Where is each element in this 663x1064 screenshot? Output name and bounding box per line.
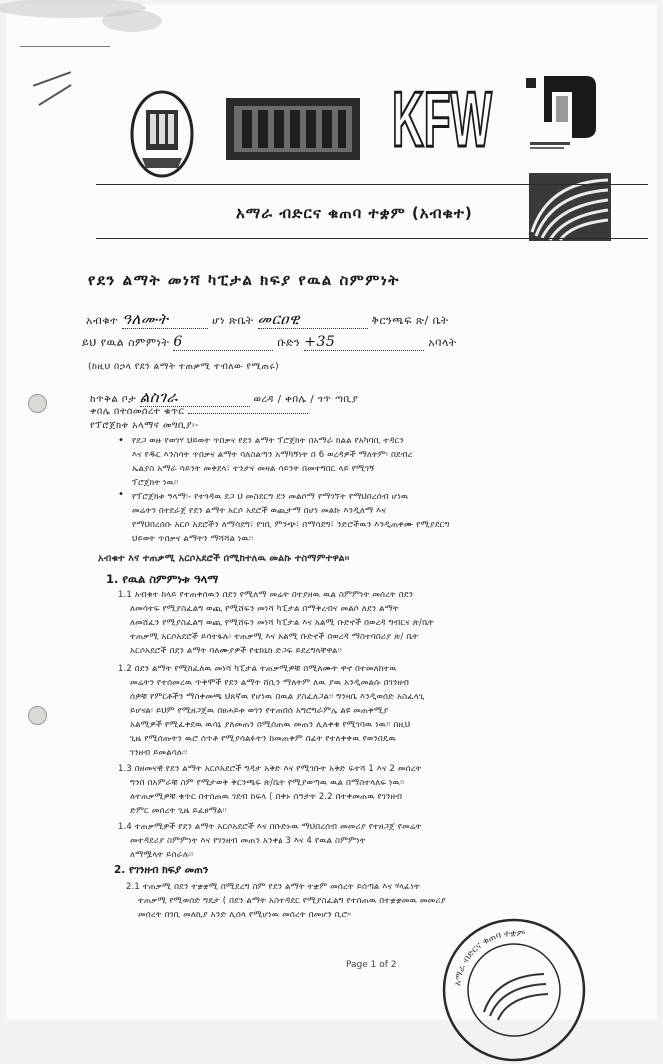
branch-name-value: ዓለሙት <box>122 310 169 328</box>
kfw-logo <box>390 74 494 163</box>
svg-text:KFW: KFW <box>392 75 493 163</box>
bullet: • <box>118 489 124 500</box>
body-line: መተዳደሪያ ስምምነት እና የገንዘብ መጠን አንቀፅ 3 እና 4 የዉል ስምምነት <box>130 835 366 845</box>
location-value: ልስገራ <box>139 388 178 406</box>
body-line: ጊዜ የሚሰጡትን ዉሮ ሰጥቶ የሚያሳልፉትን ከመጠቀም በፊት የተለቀቀዉ የወንበዴዉ <box>130 733 397 743</box>
body-line: የማህበረሰቡ አርሶ አደሮችን ለማሳደግ፣ የገቢ ምንጭ፣ በማሳደግ፣ ንድሮችዉን እንዲጠቀሙ የሚያደርግ <box>132 519 450 529</box>
body-line: መሰረት በገቢ መለኪያ አንድ ሊሰላ የሚሆነዉ መሰረት በመሆን ቢሮ። <box>138 909 352 919</box>
body-line: ተጠቃሚ የሚወሰድ ግዴታ ( በደን ልማት አስተዳደር የሚያስፈልግ የተሰጠዉ በተቋቋመዉ መመሪያ <box>138 895 446 905</box>
body-line: ገንዘብ ይመልሳሉ፡፡ <box>130 747 188 757</box>
body-line: ተጠቃሚ አርሶአደሮች ይሳተፋሉ፡ ተጠቃሚ እና አልሚ ቡድኖች በወረዳ ማስተባበሪያ ጽ/ ቤት <box>130 631 419 641</box>
emblem-icon <box>128 88 196 180</box>
body-line: ሰዎቹ የምርቶችን ማስቀመጫ ህጸኛዉ የሆነዉ በዉል ያስፈለጋል፡፡ ግንዛቤ እንዲወሰድ አስፈላጊ <box>130 691 425 701</box>
body-line: ግንበ በአምራቹ ስም የሚታወቅ ቅርንጫፍ ጽ/ቤት የሚያወጣዉ ዉል በማስተላለፍ ነዉ፡፡ <box>130 777 405 787</box>
organization-title: አማራ ብድርና ቁጠባ ተቋም (አብቁተ) <box>236 204 473 222</box>
district-value: መርዐዊ <box>257 310 300 328</box>
body-line: ለተጠቃሚዎቹ ቁጥር በተሰጠዉ ገደብ ከፍላ ( በቀኑ ሰዓታት 2.2 በተቀመጠዉ የገንዘብ <box>130 791 403 801</box>
body-line: ለመሳተፍ የሚያስፈልግ ወጪ የሚሸፍን መነሻ ካፒታል በማቅረብና መልሶ ለደን ልማት <box>130 603 399 613</box>
flag-icon <box>522 72 602 152</box>
bullet: • <box>118 435 124 446</box>
body-line: 2.1 ተጠቃሚ በደን ተቋቋሚ በሚደረግ ስም የደን ልማት ተቋም መሰረት ይሰጣል እና ሃላፊነት <box>126 881 420 891</box>
body-line: ይሆናል፡ ይህም የሚዘጋጀዉ በፀሐይቱ ወገን የተጠበሰ አግሮግራምሌ ልዩ መጠቀሚያ <box>130 705 389 715</box>
form-row-5: ቀበሌ በተሰመሰረተ ቁጥር <box>90 406 308 417</box>
body-line: 1.4 ተጠቃሚዎች የደን ልማት አርሶአደሮች እና በቡድኑዉ ማህበረሰብ መመሪያ የተዘጋጀ የመሬት <box>118 821 422 831</box>
punch-hole <box>28 706 47 725</box>
body-line: ለማሟላት ይሰራሉ፡፡ <box>130 849 194 859</box>
form-row-1: አብቁተ ዓለሙት ሆነ ጽቤት መርዐዊ ቅርንጫፍ ጽ/ ቤት <box>86 310 449 328</box>
body-line: አርሶአደሮች በደን ልማት ባለሙያዎች የቴክኒክ ድጋፍ ይደረግላቸዋል፡፡ <box>130 645 342 655</box>
body-line: 1.1 አብቁተ ከላይ የተጠቀሰዉን በደን የሚለማ መሬት በተያዘዉ ዉል ስምምነት መሰረት በደን <box>118 589 414 599</box>
body-line: እና የዱር እንስሳት ጥበቃና ልማት ባለስልጣን አማካኝነት በ 6 ወረዳዎች ማለትም፡ በደብረ <box>132 449 413 459</box>
body-line: መሬትን በተደራጀ የደን ልማት አርሶ አደሮች ወጪታማ በሆነ መልኩ እንዲለማ እና <box>132 505 386 515</box>
body-line: አልሚዎች የሚፈቀደዉ ዉሳኔ ያለመጠን በሚሰጠዉ መጠን ሊለቀቁ የሚገባዉ ነዉ፡፡ በዚህ <box>130 719 411 729</box>
form-row-6: የፕሮጀክቱ አላማና መግቢያ፡- <box>90 420 199 431</box>
building-icon <box>224 96 362 162</box>
body-line: ኤልያስ አማራ ሳይንት መቅደላ፣ ተንታና መዛል ሳይንት በመተግበር ላይ የሚገኝ <box>132 463 375 473</box>
body-line: 1.2 በደን ልማት የሚከፈለዉ መነሻ ካፒታል ተጠቃሚዎቹ በሚለሙት ዋኖ በተመለከተዉ <box>118 663 397 673</box>
body-line: የፕሮጀክቱ ዓላማ፡- የተጎዳዉ ደጋ ህ መስደርግ ደን መልሶማ የማገኘት የማህበረሰብ ሆነዉ <box>132 491 409 501</box>
section-heading-1: 1. የዉል ስምምነቱ ዓላማ <box>106 572 219 586</box>
body-line: የደጋ ወዙ የወገሃ ህይወት ጥበቃና የደን ልማት ፕሮጀክት በአማራ ክልል የአካባቢ ተዳርን <box>132 435 405 445</box>
group-number-value: 6 <box>173 334 183 350</box>
body-line: 1.3 በዘመናዊ የደን ልማት አርሶአደሮች ግዳታ አቅድ እና የሚገቡት አቅድ ፍተሻ 1 እና 2 መሰረት <box>118 763 422 773</box>
body-line: ድምር መሰረት ጊዜ ይፈፀማል፡፡ <box>130 805 227 815</box>
official-stamp-icon <box>440 916 588 1064</box>
body-line: ህይወት ጥበቃና ልማትን ማሻሻል ነዉ፡፡ <box>132 533 254 543</box>
body-line: ፕሮጀክት ነዉ፡፡ <box>132 477 179 487</box>
wave-icon <box>528 172 612 242</box>
member-count-value: +35 <box>304 334 336 350</box>
document-title: የደን ልማት መነሻ ካፒታል ክፍያ የዉል ስምምነት <box>88 271 400 289</box>
svg-text:አማራ ብድርና ቁጠባ ተቋም: አማራ ብድርና ቁጠባ ተቋም <box>453 928 526 987</box>
body-line: ለመሸፈን የሚያስፈልግ ወጪ የሚሸፍን መነሻ ካፒታል እና አልሚ ቡድኖች በወረዳ ግብርና ጽ/ቤት <box>130 617 434 627</box>
punch-hole <box>28 394 47 413</box>
form-row-3: (ከዚህ በኃላ የደን ልማት ተጠቃሚ ተብለው የሚጠሩ) <box>88 362 280 372</box>
document-page <box>6 4 657 1020</box>
body-line: መሬትን የተሰመረዉ ጥቅሞች የደን ልማት ሸቢን ማለትም ለዉ ያዉ አንዲመልሱ በገንዘብ <box>130 677 409 687</box>
page-footer: Page 1 of 2 <box>346 960 397 970</box>
section-heading-2: 2. የገንዘብ ክፍያ መጠን <box>114 864 209 876</box>
section-intro: አብቁተ እና ተጠቃሚ አርሶአደሮች በሚከተለዉ መልኩ ተስማምተዋል፡፡ <box>98 553 350 564</box>
form-row-4: ከጥቅል ቦታ ልስገራ ወረዳ / ቀበሌ / ጎጥ ጣቢያ <box>90 388 359 406</box>
form-row-2: ይህ የዉል ስምምነት 6 ቡድን +35 አባላት <box>82 334 457 350</box>
